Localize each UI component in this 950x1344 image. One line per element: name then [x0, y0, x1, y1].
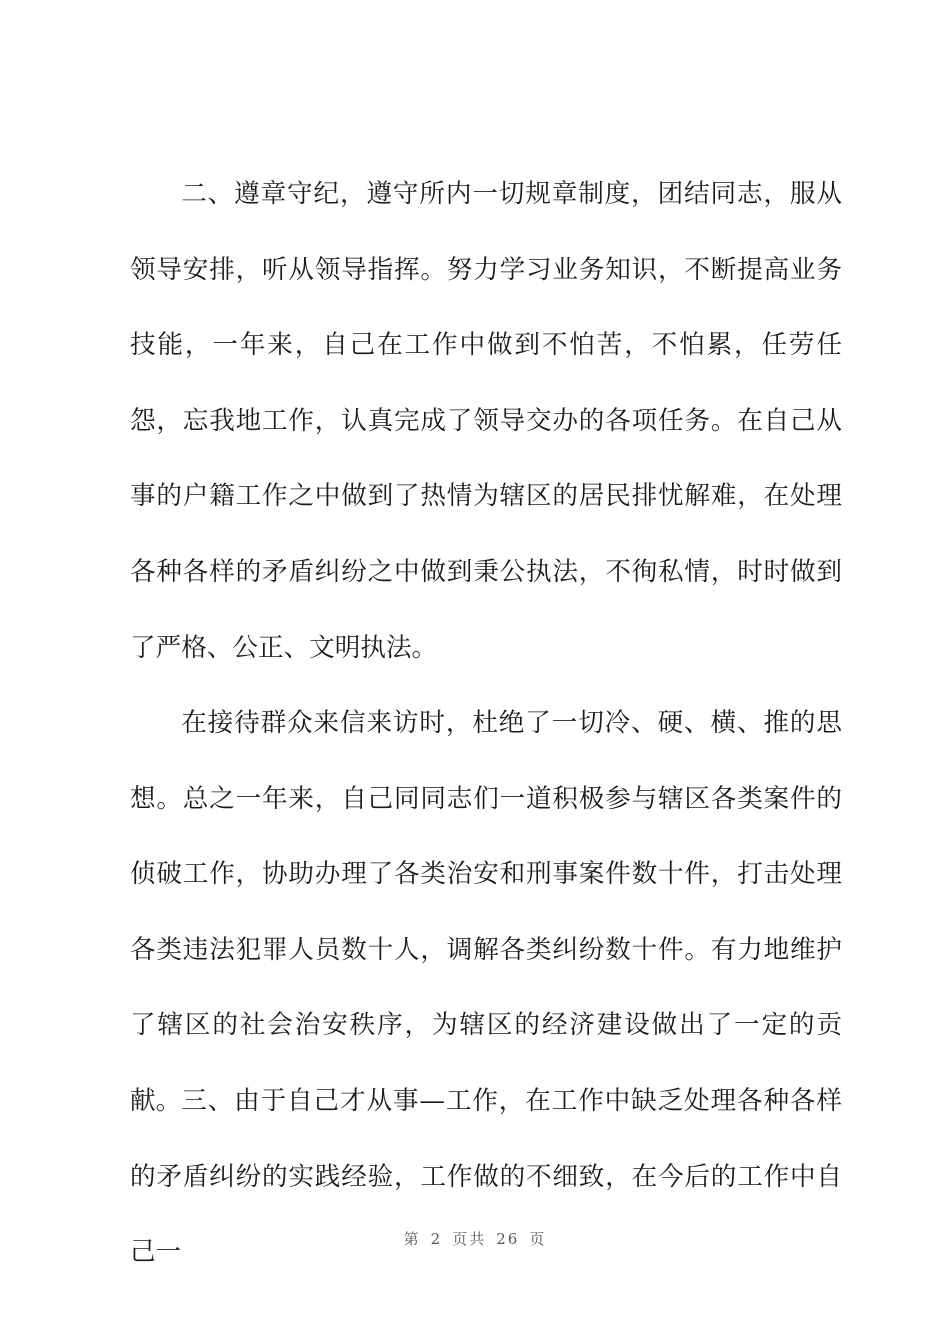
- paragraph-discipline: 二、遵章守纪，遵守所内一切规章制度，团结同志，服从领导安排，听从领导指挥。努力学习业务知识，不断提高业务技能，一年来，自己在工作中做到不怕苦，不怕累，任劳任怨，忘我地工作，认真完成了领导交办的各项任务。在自己从事的户籍工作之中做到了热情为辖区的居民排忧解难，在处理各种各样的矛盾纠纷之中做到秉公执法，不徇私情，时时做到了严格、公正、文明执法。: [130, 179, 842, 663]
- footer-current-page: 2: [430, 1230, 443, 1248]
- footer-suffix: 页: [529, 1230, 547, 1248]
- paragraph-public-reception: 在接待群众来信来访时，杜绝了一切冷、硬、横、推的思想。总之一年来，自己同同志们一道积极参与辖区各类案件的侦破工作，协助办理了各类治安和刑事案件数十件，打击处理各类违法犯罪人员数十人，调解各类纠纷数十件。有力地维护了辖区的社会治安秩序，为辖区的经济建设做出了一定的贡献。: [130, 708, 842, 1116]
- footer-total-pages: 26: [496, 1230, 520, 1248]
- page-footer: [0, 1228, 950, 1249]
- footer-prefix: 第: [403, 1230, 421, 1248]
- footer-middle: 页共: [452, 1230, 487, 1248]
- paragraph-shortcomings: 三、由于自己才从事—工作，在工作中缺乏处理各种各样的矛盾纠纷的实践经验，工作做的不细致，在今后的工作中自己一: [130, 1086, 842, 1268]
